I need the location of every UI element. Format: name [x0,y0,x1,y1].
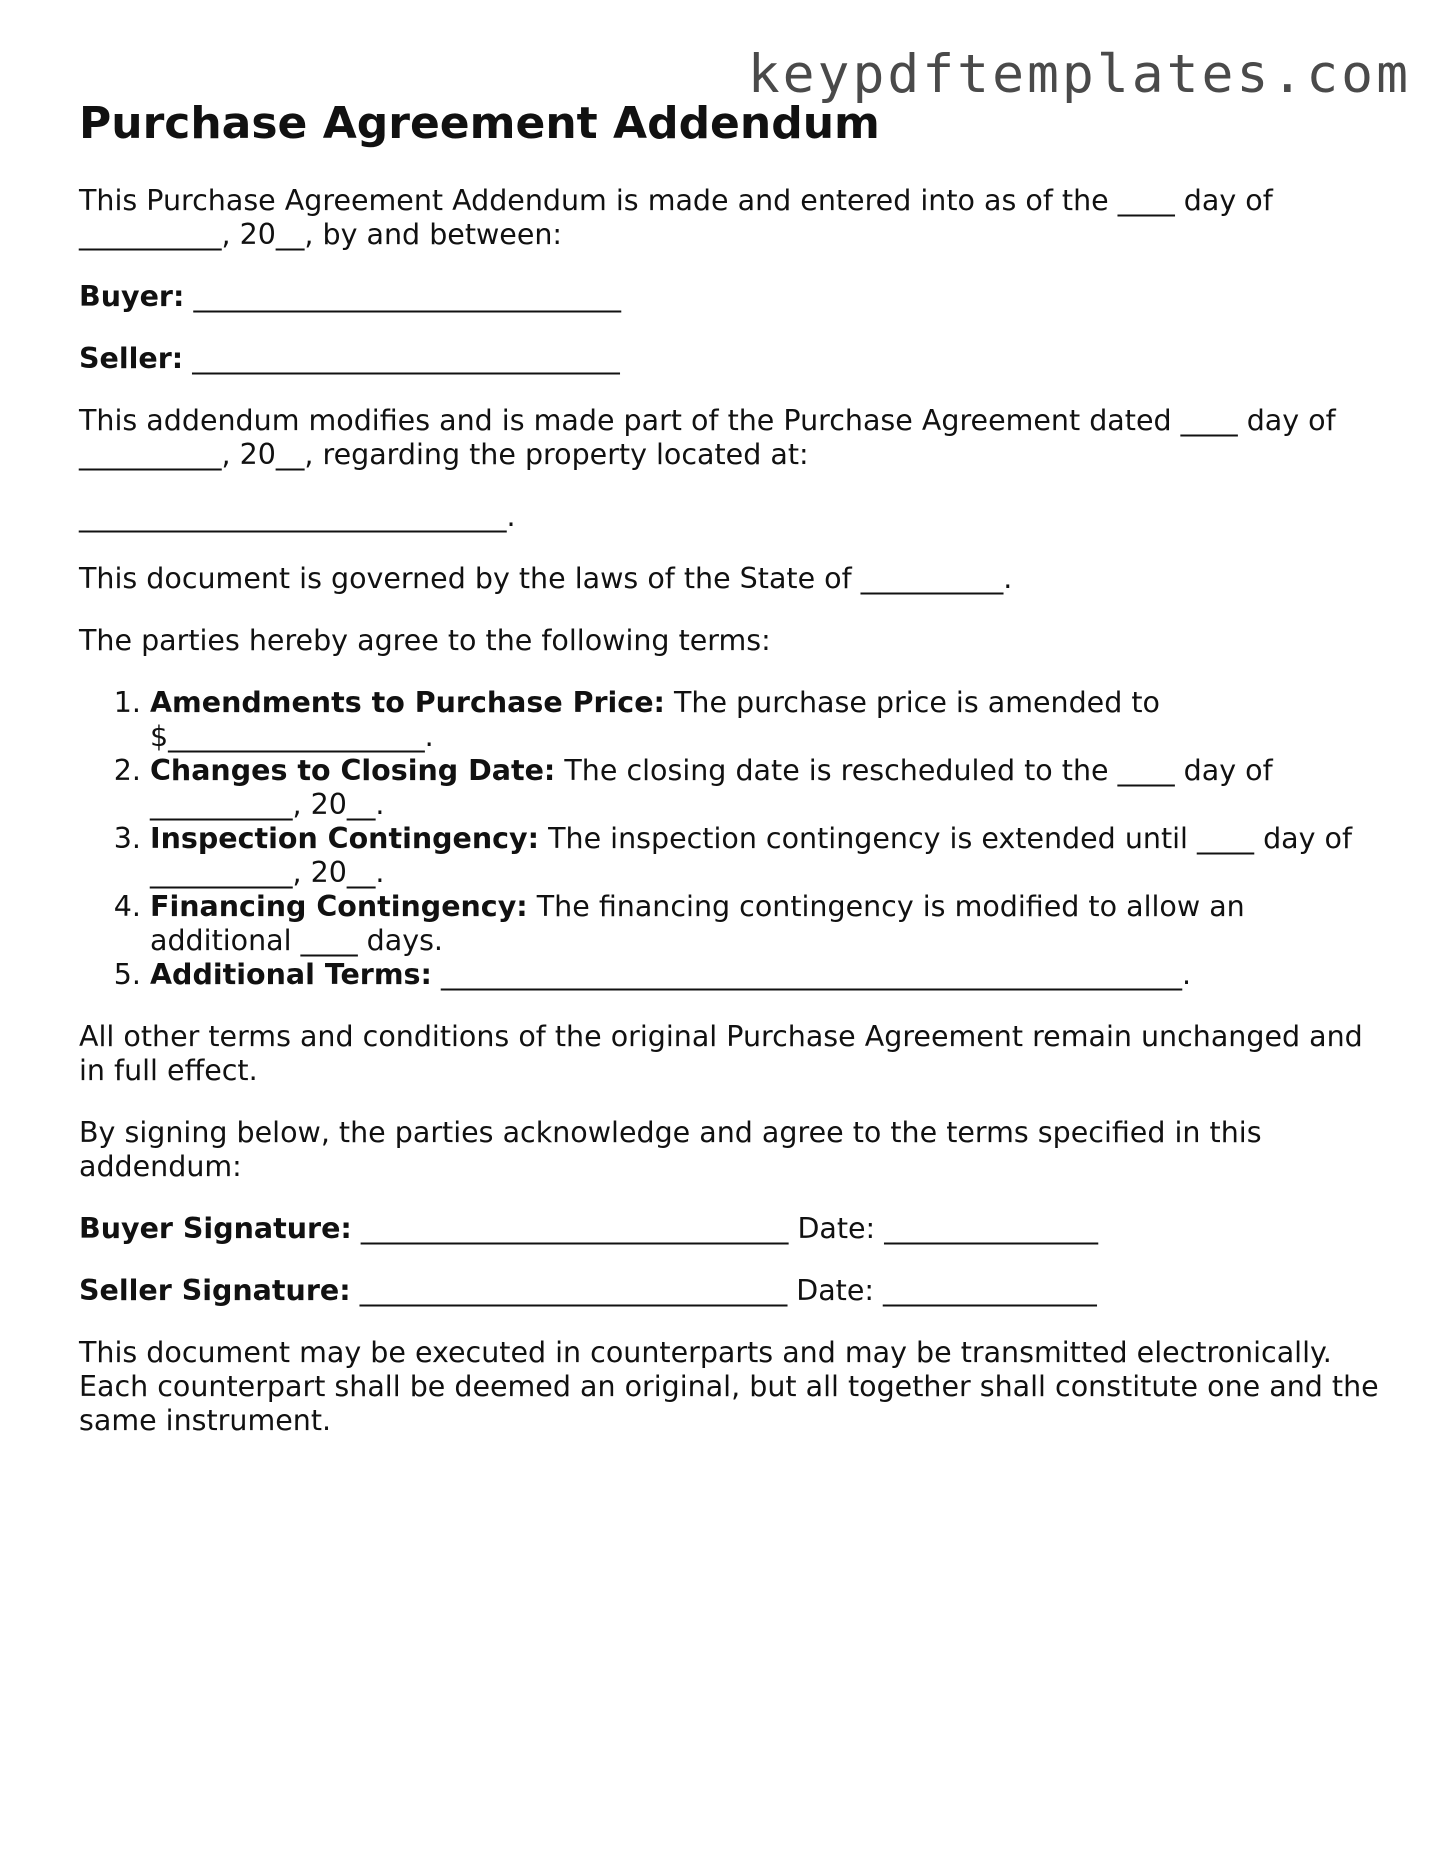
term-label: Additional Terms: [150,958,432,991]
term-text: The purchase price is amended to $__________________. [150,686,1160,753]
term-label: Inspection Contingency: [150,822,540,855]
terms-list [79,686,1379,992]
seller-signature-label: Seller Signature: [79,1274,351,1307]
term-item-purchase-price [150,686,1379,754]
property-line: ______________________________. [79,500,516,533]
seller-date-label: Date: [796,1274,874,1307]
term-item-closing-date [150,754,1379,822]
buyer-line [79,280,1379,314]
seller-line [79,342,1379,376]
counterparts-paragraph: This document may be executed in counterparts and may be transmitted electronically. Each counterpart shall be deemed an original, but all together shall constitute one and the same instrument. [79,1336,1379,1437]
buyer-blank: ______________________________ [193,280,621,313]
term-label: Financing Contingency: [150,890,528,923]
acknowledge-paragraph: By signing below, the parties acknowledge and agree to the terms specified in this addendum: [79,1116,1262,1183]
term-label: Amendments to Purchase Price: [150,686,665,719]
document-body [79,98,1379,1466]
term-text: The closing date is rescheduled to the ____ day of __________, 20__. [150,754,1273,821]
document-title: Purchase Agreement Addendum [79,98,880,149]
term-item-financing [150,890,1379,958]
seller-signature-blank: ______________________________ [359,1274,788,1307]
buyer-signature-label: Buyer Signature: [79,1212,352,1245]
seller-label: Seller: [79,342,184,375]
governed-paragraph: This document is governed by the laws of the State of __________. [79,562,1013,595]
agree-intro-paragraph: The parties hereby agree to the following terms: [79,624,771,657]
term-label: Changes to Closing Date: [150,754,556,787]
term-item-additional [150,958,1379,992]
buyer-signature-blank: ______________________________ [360,1212,789,1245]
buyer-date-label: Date: [797,1212,876,1245]
modifies-paragraph: This addendum modifies and is made part of the Purchase Agreement dated ____ day of __________, 20__, regarding the property located at: [79,404,1336,471]
term-text: The inspection contingency is extended until ____ day of __________, 20__. [150,822,1353,889]
seller-signature-line [79,1274,1379,1308]
unchanged-paragraph: All other terms and conditions of the original Purchase Agreement remain unchanged and in full effect. [79,1020,1363,1087]
buyer-signature-line [79,1212,1379,1246]
term-text: The financing contingency is modified to allow an additional ____ days. [150,890,1245,957]
buyer-date-blank: _______________ [884,1212,1098,1245]
buyer-label: Buyer: [79,280,185,313]
seller-date-blank: _______________ [883,1274,1097,1307]
seller-blank: ______________________________ [192,342,620,375]
intro-paragraph: This Purchase Agreement Addendum is made and entered into as of the ____ day of __________, 20__, by and between: [79,184,1273,251]
term-text: ____________________________________________________. [440,958,1192,991]
watermark-text: keypdftemplates.com [747,44,1411,105]
term-item-inspection [150,822,1379,890]
